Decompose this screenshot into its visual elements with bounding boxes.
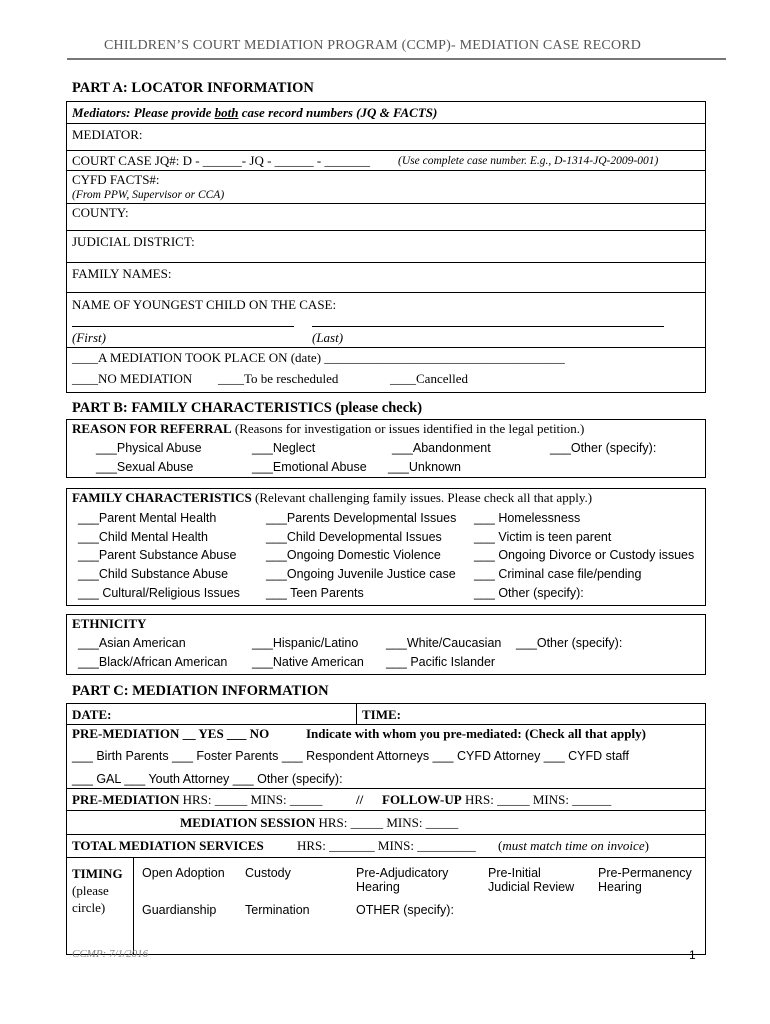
first-label: (First) <box>72 330 106 345</box>
fam-parents-developmental[interactable]: ___Parents Developmental Issues <box>266 511 457 525</box>
referral-physical-abuse[interactable]: ___Physical Abuse <box>96 441 202 455</box>
eth-pacific-islander[interactable]: ___ Pacific Islander <box>386 655 496 669</box>
timing-pre-permanency[interactable]: Pre-Permanency Hearing <box>598 866 692 894</box>
timing-custody[interactable]: Custody <box>245 866 291 880</box>
cyfd-facts-field[interactable]: CYFD FACTS#: <box>72 172 160 187</box>
mediator-field[interactable]: MEDIATOR: <box>72 127 143 142</box>
time-field[interactable]: TIME: <box>362 707 401 722</box>
part-a-instructions: Mediators: Please provide both case record numbers (JQ & FACTS) <box>72 105 438 120</box>
judicial-district-field[interactable]: JUDICIAL DISTRICT: <box>72 234 195 249</box>
fam-divorce-custody[interactable]: ___ Ongoing Divorce or Custody issues <box>474 548 695 562</box>
timing-open-adoption[interactable]: Open Adoption <box>142 866 225 880</box>
mediation-took-place-option[interactable]: ____A MEDIATION TOOK PLACE ON (date) _____________________________________ <box>72 350 565 365</box>
fam-teen-parents[interactable]: ___ Teen Parents <box>266 586 364 600</box>
fam-parent-substance[interactable]: ___Parent Substance Abuse <box>78 548 237 562</box>
eth-white-caucasian[interactable]: ___White/Caucasian <box>386 636 502 650</box>
cyfd-facts-note: (From PPW, Supervisor or CCA) <box>72 189 225 201</box>
referral-heading: REASON FOR REFERRAL (Reasons for investigation or issues identified in the legal petition.) <box>72 421 585 436</box>
separator-slashes: // <box>356 792 364 807</box>
fam-parent-mental-health[interactable]: ___Parent Mental Health <box>78 511 217 525</box>
fam-juvenile-justice[interactable]: ___Ongoing Juvenile Justice case <box>266 567 456 581</box>
header-rule <box>67 58 726 60</box>
fam-other[interactable]: ___ Other (specify): <box>474 586 584 600</box>
timing-circle: circle) <box>72 900 106 915</box>
fam-victim-teen-parent[interactable]: ___ Victim is teen parent <box>474 530 612 544</box>
timing-pre-adjudicatory[interactable]: Pre-Adjudicatory Hearing <box>356 866 449 894</box>
family-characteristics-heading: FAMILY CHARACTERISTICS (Relevant challenging family issues. Please check all that apply.) <box>72 490 593 505</box>
total-note: (must match time on invoice) <box>498 838 649 853</box>
timing-other[interactable]: OTHER (specify): <box>356 903 454 917</box>
referral-unknown[interactable]: ___Unknown <box>388 460 461 474</box>
pre-mediation-yes-no[interactable]: PRE-MEDIATION __ YES ___ NO <box>72 726 270 741</box>
first-name-line[interactable] <box>72 326 294 327</box>
fam-homelessness[interactable]: ___ Homelessness <box>474 511 581 525</box>
eth-native-american[interactable]: ___Native American <box>252 655 364 669</box>
timing-guardianship[interactable]: Guardianship <box>142 903 217 917</box>
total-mediation-hours[interactable]: HRS: _______ MINS: _________ <box>297 838 476 853</box>
timing-pre-initial[interactable]: Pre-Initial Judicial Review <box>488 866 575 894</box>
ethnicity-heading: ETHNICITY <box>72 616 147 631</box>
fam-cultural-religious[interactable]: ___ Cultural/Religious Issues <box>78 586 240 600</box>
page-header-title: CHILDREN’S COURT MEDIATION PROGRAM (CCMP)- MEDIATION CASE RECORD <box>104 38 642 53</box>
last-name-line[interactable] <box>312 326 664 327</box>
referral-sexual-abuse[interactable]: ___Sexual Abuse <box>96 460 194 474</box>
part-c-heading: PART C: MEDIATION INFORMATION <box>72 683 329 699</box>
pre-mediation-with-label: Indicate with whom you pre-mediated: (Check all that apply) <box>306 726 646 741</box>
page-number: 1 <box>689 948 696 962</box>
referral-neglect[interactable]: ___Neglect <box>252 441 316 455</box>
part-b-heading: PART B: FAMILY CHARACTERISTICS (please check) <box>72 400 423 416</box>
eth-black-african-american[interactable]: ___Black/African American <box>78 655 228 669</box>
fam-child-substance[interactable]: ___Child Substance Abuse <box>78 567 229 581</box>
eth-other[interactable]: ___Other (specify): <box>516 636 623 650</box>
timing-label: TIMING <box>72 866 123 881</box>
rescheduled-option[interactable]: ____To be rescheduled <box>218 371 339 386</box>
mediation-session-hours[interactable]: MEDIATION SESSION HRS: _____ MINS: _____ <box>180 815 459 830</box>
family-names-field[interactable]: FAMILY NAMES: <box>72 266 172 281</box>
youngest-child-label: NAME OF YOUNGEST CHILD ON THE CASE: <box>72 297 337 312</box>
footer-version: CCMP: 7/1/2016 <box>72 948 149 960</box>
last-label: (Last) <box>312 330 344 345</box>
referral-abandonment[interactable]: ___Abandonment <box>392 441 491 455</box>
fam-domestic-violence[interactable]: ___Ongoing Domestic Violence <box>266 548 441 562</box>
follow-up-hours[interactable]: FOLLOW-UP HRS: _____ MINS: ______ <box>382 792 612 807</box>
total-mediation-services-label: TOTAL MEDIATION SERVICES <box>72 838 264 853</box>
court-case-note: (Use complete case number. E.g., D-1314-JQ-2009-001) <box>398 155 659 167</box>
cancelled-option[interactable]: ____Cancelled <box>390 371 468 386</box>
pre-mediation-hours[interactable]: PRE-MEDIATION HRS: _____ MINS: _____ <box>72 792 323 807</box>
date-field[interactable]: DATE: <box>72 707 112 722</box>
pre-mediation-parties-row1[interactable]: ___ Birth Parents ___ Foster Parents ___ Respondent Attorneys ___ CYFD Attorney ___ CYFD staff <box>72 749 630 763</box>
fam-child-mental-health[interactable]: ___Child Mental Health <box>78 530 208 544</box>
part-a-heading: PART A: LOCATOR INFORMATION <box>72 80 314 96</box>
eth-hispanic-latino[interactable]: ___Hispanic/Latino <box>252 636 359 650</box>
timing-please: (please <box>72 883 109 898</box>
no-mediation-option[interactable]: ____NO MEDIATION <box>72 371 193 386</box>
timing-termination[interactable]: Termination <box>245 903 310 917</box>
fam-criminal-case[interactable]: ___ Criminal case file/pending <box>474 567 642 581</box>
referral-other[interactable]: ___Other (specify): <box>550 441 657 455</box>
eth-asian-american[interactable]: ___Asian American <box>78 636 186 650</box>
referral-emotional-abuse[interactable]: ___Emotional Abuse <box>252 460 367 474</box>
fam-child-developmental[interactable]: ___Child Developmental Issues <box>266 530 442 544</box>
county-field[interactable]: COUNTY: <box>72 205 129 220</box>
pre-mediation-parties-row2[interactable]: ___ GAL ___ Youth Attorney ___ Other (specify): <box>72 772 343 786</box>
court-case-field[interactable]: COURT CASE JQ#: D - ______- JQ - ______ - _______ <box>72 153 370 168</box>
